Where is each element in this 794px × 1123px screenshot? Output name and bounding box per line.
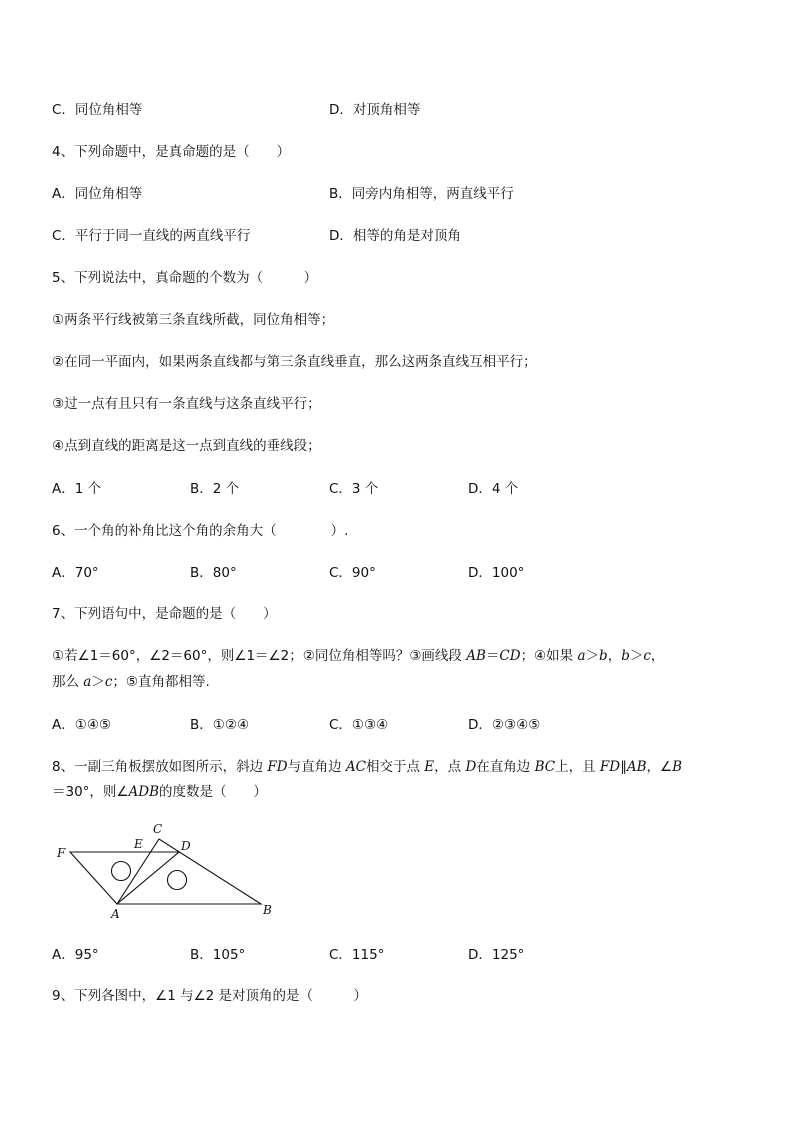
q8-stem-line-1: 8、一副三角板摆放如图所示，斜边 FD与直角边 AC相交于点 E，点 D在直角边 BC上，且 FD∥AB，∠B — [52, 759, 683, 775]
q8-stem-line-2: ＝30°，则∠ADB的度数是（ ） — [52, 784, 268, 800]
q4-stem: 4、下列命题中，是真命题的是（ ） — [52, 144, 291, 160]
q5-statement-4: ④点到直线的距离是这一点到直线的垂线段； — [52, 438, 321, 454]
q3-option-c: C．同位角相等 — [52, 102, 143, 118]
q8-option-c: C．115° — [329, 947, 385, 963]
q8-option-d: D．125° — [468, 947, 525, 963]
q4-option-c: C．平行于同一直线的两直线平行 — [52, 228, 251, 244]
q7-option-d: D．②③④⑤ — [468, 717, 541, 733]
q4-option-a: A．同位角相等 — [52, 186, 143, 202]
right-triangle-hole — [168, 871, 187, 890]
q7-statements-line-1: ①若∠1＝60°，∠2＝60°，则∠1＝∠2；②同位角相等吗？③画线段 AB＝CD；④如果 a＞b，b＞c， — [52, 648, 665, 664]
q8-triangle-figure — [50, 818, 280, 923]
q4-option-d: D．相等的角是对顶角 — [329, 228, 461, 244]
label-e: E — [134, 837, 143, 851]
q6-option-a: A．70° — [52, 565, 99, 581]
q5-option-c: C．3 个 — [329, 481, 379, 497]
q5-statement-1: ①两条平行线被第三条直线所截，同位角相等； — [52, 312, 335, 328]
q8-option-a: A．95° — [52, 947, 99, 963]
left-triangle-hole — [112, 862, 131, 881]
q4-option-b: B．同旁内角相等，两直线平行 — [329, 186, 514, 202]
q3-option-d: D．对顶角相等 — [329, 102, 421, 118]
q5-option-b: B．2 个 — [190, 481, 240, 497]
q5-statement-2: ②在同一平面内，如果两条直线都与第三条直线垂直，那么这两条直线互相平行； — [52, 354, 537, 370]
q5-statement-3: ③过一点有且只有一条直线与这条直线平行； — [52, 396, 321, 412]
q6-stem: 6、一个角的补角比这个角的余角大（ ）. — [52, 523, 349, 539]
label-d: D — [181, 839, 191, 853]
label-b: B — [263, 903, 272, 917]
label-f: F — [57, 846, 66, 860]
q7-statements-line-2: 那么 a＞c；⑤直角都相等. — [52, 674, 210, 690]
q6-option-b: B．80° — [190, 565, 237, 581]
q7-option-c: C．①③④ — [329, 717, 389, 733]
q5-option-d: D．4 个 — [468, 481, 519, 497]
q9-stem: 9、下列各图中，∠1 与∠2 是对顶角的是（ ） — [52, 988, 368, 1004]
q6-option-d: D．100° — [468, 565, 525, 581]
q5-option-a: A．1 个 — [52, 481, 102, 497]
label-c: C — [153, 822, 163, 836]
q6-option-c: C．90° — [329, 565, 376, 581]
q8-option-b: B．105° — [190, 947, 246, 963]
q7-option-b: B．①②④ — [190, 717, 250, 733]
q5-stem: 5、下列说法中，真命题的个数为（ ） — [52, 270, 318, 286]
label-a: A — [111, 907, 120, 921]
q7-stem: 7、下列语句中，是命题的是（ ） — [52, 606, 277, 622]
q7-option-a: A．①④⑤ — [52, 717, 112, 733]
triangle-fda — [70, 852, 179, 904]
